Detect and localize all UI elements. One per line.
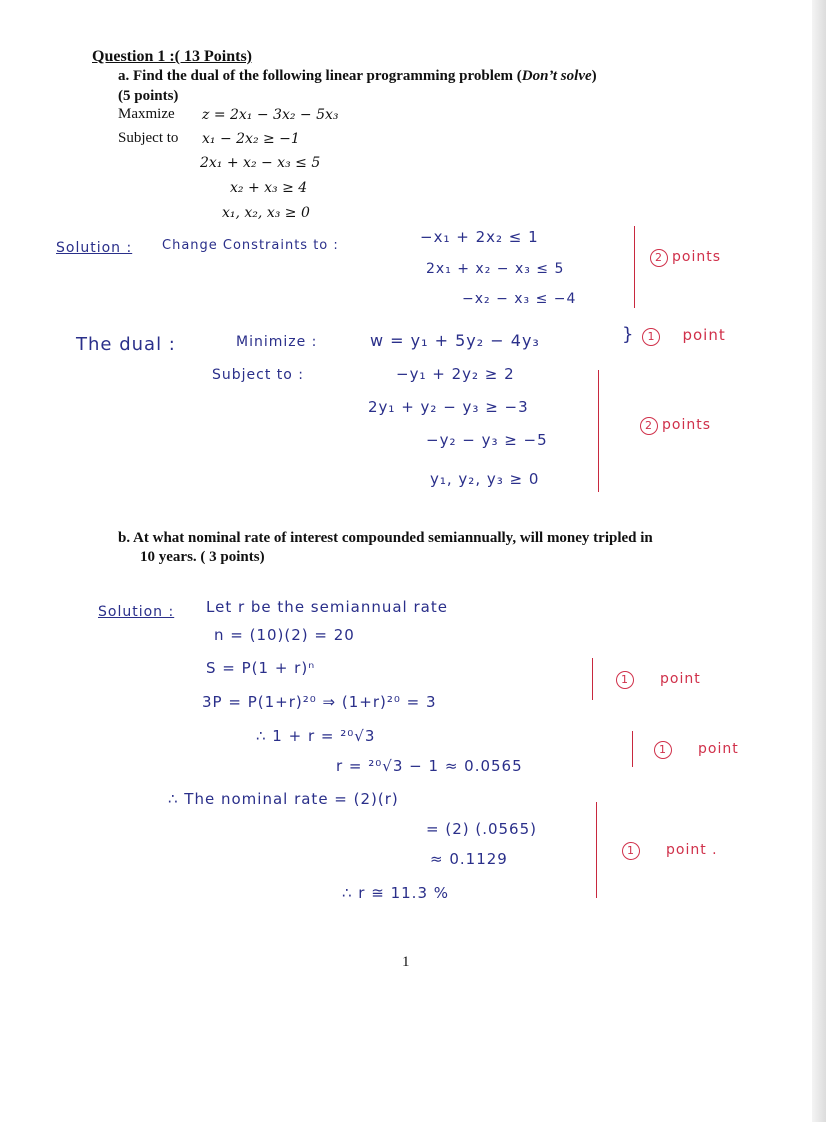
dual-constraint-3: −y₂ − y₃ ≥ −5 <box>426 431 548 449</box>
rate-line: r = ²⁰√3 − 1 ≈ 0.0565 <box>336 757 523 775</box>
brace-b-1 <box>592 658 593 700</box>
mark-text: points <box>662 417 711 433</box>
part-a-note: Don’t solve <box>521 68 592 84</box>
mark-b-2 <box>654 741 739 759</box>
circled-number: 1 <box>642 328 660 346</box>
constraint-3: x₂ + x₃ ≥ 4 <box>230 180 308 196</box>
dual-constraint-nonneg: y₁, y₂, y₃ ≥ 0 <box>430 470 540 488</box>
root-line: ∴ 1 + r = ²⁰√3 <box>256 727 376 745</box>
dual-label: The dual : <box>76 334 176 355</box>
mark-changed <box>650 249 721 267</box>
change-constraints-text: Change Constraints to : <box>162 238 339 253</box>
mark-text: point <box>698 741 739 757</box>
part-b-text <box>118 530 653 547</box>
formula-line: S = P(1 + r)ⁿ <box>206 659 316 677</box>
page-number: 1 <box>402 954 410 970</box>
changed-constraint-1: −x₁ + 2x₂ ≤ 1 <box>420 228 539 246</box>
solution-b-label: Solution : <box>98 604 175 620</box>
mark-text: point . <box>666 842 718 858</box>
brace-dual <box>598 370 599 492</box>
mark-b-3 <box>622 842 718 860</box>
mark-text: point <box>682 326 726 344</box>
part-a-points: (5 points) <box>118 88 179 104</box>
objective-function: z = 2x₁ − 3x₂ − 5x₃ <box>202 107 339 123</box>
part-b-line2: 10 years. ( 3 points) <box>140 549 265 565</box>
mark-objective: } 1 point <box>622 324 726 345</box>
brace-changed <box>634 226 635 308</box>
nominal-result: ∴ r ≅ 11.3 % <box>342 884 450 902</box>
solution-a-label: Solution : <box>56 240 133 256</box>
nominal-line-3: ≈ 0.1129 <box>430 850 508 868</box>
changed-constraint-3: −x₂ − x₃ ≤ −4 <box>462 291 577 307</box>
constraint-nonneg: x₁, x₂, x₃ ≥ 0 <box>222 205 310 221</box>
brace-b-2 <box>632 731 633 767</box>
constraint-1: x₁ − 2x₂ ≥ −1 <box>202 131 300 147</box>
brace-b-3 <box>596 802 597 898</box>
part-a-question: Find the dual of the following linear programming problem ( <box>133 68 522 84</box>
circled-number: 2 <box>650 249 668 267</box>
periods-line: n = (10)(2) = 20 <box>214 626 355 644</box>
mark-dual <box>640 417 711 435</box>
circled-number: 1 <box>654 741 672 759</box>
part-b-line1: At what nominal rate of interest compounded semiannually, will money tripled in <box>133 530 653 546</box>
mark-text: points <box>672 249 721 265</box>
changed-constraint-2: 2x₁ + x₂ − x₃ ≤ 5 <box>426 261 565 277</box>
nominal-line-2: = (2) (.0565) <box>426 820 537 838</box>
circled-number: 1 <box>622 842 640 860</box>
subject-to-label: Subject to <box>118 130 179 146</box>
dual-objective: w = y₁ + 5y₂ − 4y₃ <box>370 331 540 350</box>
dual-constraint-1: −y₁ + 2y₂ ≥ 2 <box>396 365 515 383</box>
let-statement: Let r be the semiannual rate <box>206 598 448 616</box>
dual-constraint-2: 2y₁ + y₂ − y₃ ≥ −3 <box>368 398 529 416</box>
nominal-line-1: ∴ The nominal rate = (2)(r) <box>168 790 399 808</box>
part-a-close: ) <box>591 68 597 84</box>
mark-text: point <box>660 671 701 687</box>
subject-to-text: Subject to : <box>212 367 305 383</box>
constraint-2: 2x₁ + x₂ − x₃ ≤ 5 <box>200 155 321 171</box>
part-a-text <box>118 68 597 85</box>
minimize-text: Minimize : <box>236 334 318 350</box>
circled-number: 1 <box>616 671 634 689</box>
question-title: Question 1 :( 13 Points) <box>92 48 252 65</box>
circled-number: 2 <box>640 417 658 435</box>
part-b-label: b. <box>118 530 131 546</box>
page-edge <box>812 0 826 1122</box>
maxmize-label: Maxmize <box>118 106 175 122</box>
part-a-label: a. <box>118 68 130 84</box>
mark-b-1 <box>616 671 701 689</box>
triple-line: 3P = P(1+r)²⁰ ⇒ (1+r)²⁰ = 3 <box>202 693 437 711</box>
